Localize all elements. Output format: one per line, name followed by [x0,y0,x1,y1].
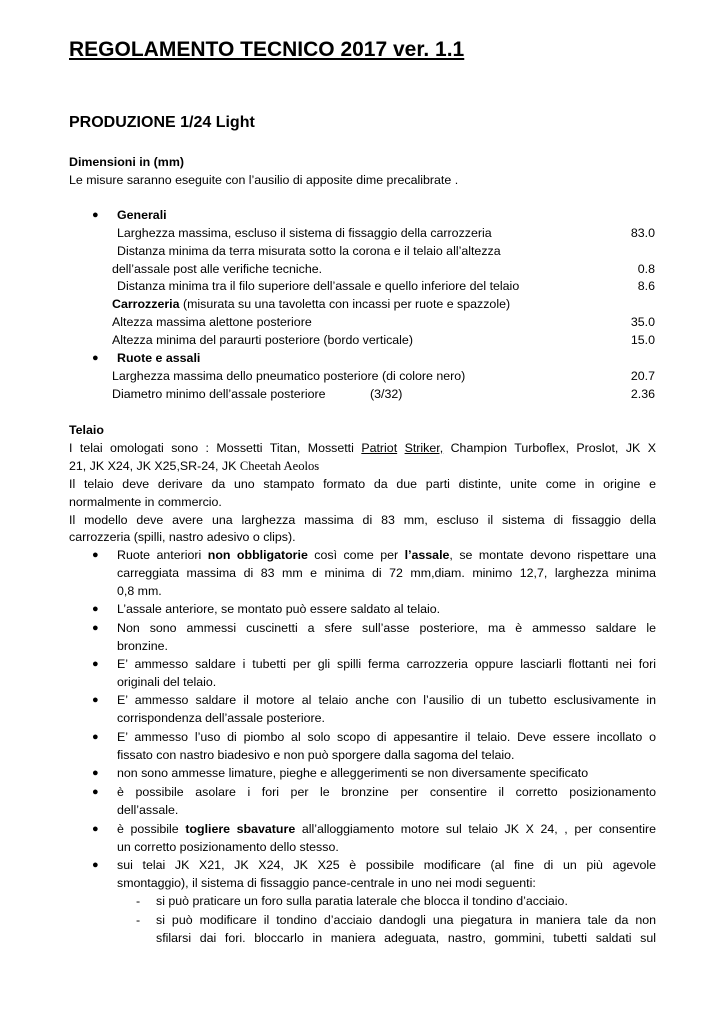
spec-label: Altezza minima del paraurti posteriore (bordo verticale) [112,333,413,347]
generali-heading: Generali [117,208,167,222]
sub-item-line: sfilarsi dai fori. bloccarlo in maniera adeguata, nastro, gommini, tubetti saldati sul [156,931,656,945]
spec-fraction: (3/32) [370,387,403,401]
list-item-line: è possibile asolare i fori per le bronzine per consentire il corretto posizionamento [117,785,656,799]
text-run: è possibile [117,822,186,836]
spec-label: Altezza massima alettone posteriore [112,315,312,329]
spec-label: Distanza minima da terra misurata sotto la corona e il telaio all’altezza [117,244,501,258]
list-item-line: E’ ammesso l’uso di piombo al solo scopo di appesantire il telaio. Deve essere incollato o [117,730,656,744]
list-item-line [117,546,656,564]
bullet-icon: ● [92,786,99,798]
list-item-line: carreggiata massima di 83 mm e minima di 72 mm,diam. minimo 12,7, larghezza minima [117,566,656,580]
telaio-heading: Telaio [69,423,104,437]
text-run: così come per [307,548,405,562]
document-title: REGOLAMENTO TECNICO 2017 ver. 1.1 [69,38,465,61]
spec-value: 15.0 [630,333,655,347]
paragraph-line: normalmente in commercio. [69,495,222,509]
list-item-line: smontaggio), il sistema di fissaggio pance-centrale in uno nei modi seguenti: [117,876,536,890]
list-item-line: corrispondenza dell’assale posteriore. [117,711,326,725]
list-item-line: bronzine. [117,639,168,653]
text-run: Patriot [361,441,398,455]
carrozzeria-label: Carrozzeria [112,297,180,311]
bullet-icon: ● [92,731,99,743]
text-run: Striker, [404,441,444,455]
bullet-icon: ● [92,352,99,364]
paragraph-line: carrozzeria (spilli, nastro adesivo o clips). [69,530,296,544]
dash-icon: - [136,894,141,908]
bullet-icon: ● [92,658,99,670]
list-item-line [117,820,656,838]
dimensions-heading: Dimensioni in (mm) [69,155,184,169]
spec-label: Larghezza massima dello pneumatico posteriore (di colore nero) [112,369,466,383]
carrozzeria-line [112,295,510,313]
spec-value: 8.6 [637,279,655,293]
sub-item-line: si può praticare un foro sulla paratia laterale che blocca il tondino d’acciaio. [156,894,568,908]
carrozzeria-note: (misurata su una tavoletta con incassi per ruote e spazzole) [179,297,511,311]
list-item-line: fissato con nastro biadesivo e non può sporgere dalla sagoma del telaio. [117,748,515,762]
text-run: 21, JK X24, JK X25,SR-24, JK [69,459,240,473]
list-item-line: L’assale anteriore, se montato può essere saldato al telaio. [117,602,441,616]
paragraph-line: Il modello deve avere una larghezza massima di 83 mm, escluso il sistema di fissaggio della [69,513,656,527]
list-item-line: un corretto posizionamento dello stesso. [117,840,339,854]
text-run: I telai omologati sono : Mossetti Titan, Mossetti [69,441,362,455]
text-run: togliere sbavature [185,822,296,836]
list-item-line: sui telai JK X21, JK X24, JK X25 è possibile modificare (al fine di un più agevole [117,858,656,872]
section-title: PRODUZIONE 1/24 Light [69,114,255,131]
spec-value: 20.7 [630,369,655,383]
bullet-icon: ● [92,823,99,835]
dimensions-intro: Le misure saranno eseguite con l’ausilio di apposite dime precalibrate . [69,173,459,187]
list-item-line: Non sono ammessi cuscinetti a sfere sull’asse posteriore, ma è ammesso saldare le [117,621,656,635]
list-item-line: dell’assale. [117,803,179,817]
bullet-icon: ● [92,603,99,615]
list-item-line: originali del telaio. [117,675,217,689]
list-item-line: E’ ammesso saldare il motore al telaio anche con l’ausilio di un tubetto esclusivamente in [117,693,656,707]
paragraph-line [69,457,656,475]
text-run: Cheetah Aeolos [239,459,320,473]
bullet-icon: ● [92,209,99,221]
text-run: non obbligatorie [207,548,308,562]
spec-value: 35.0 [630,315,655,329]
sub-item-line: si può modificare il tondino d’acciaio dandogli una piegatura in maniera tale da non [156,913,656,927]
spec-value: 83.0 [630,226,655,240]
spec-label-cont: dell’assale post alle verifiche tecniche. [112,262,323,276]
list-item-line: non sono ammesse limature, pieghe e alleggerimenti se non diversamente specificato [117,766,589,780]
text-run: Ruote anteriori [117,548,208,562]
bullet-icon: ● [92,767,99,779]
spec-label: Diametro minimo dell’assale posteriore [112,387,326,401]
text-run: all’alloggiamento motore sul telaio JK X 24, , per consentire [295,822,656,836]
spec-label: Larghezza massima, escluso il sistema di fissaggio della carrozzeria [117,226,492,240]
bullet-icon: ● [92,622,99,634]
spec-label: Distanza minima tra il filo superiore dell’assale e quello inferiore del telaio [117,279,520,293]
list-item-line: 0,8 mm. [117,584,162,598]
text-run: , se montate devono rispettare una [449,548,656,562]
paragraph-line: Il telaio deve derivare da uno stampato formato da due parti distinte, unite come in origine e [69,477,656,491]
list-item-line: E’ ammesso saldare i tubetti per gli spilli ferma carrozzeria oppure lasciarli flottanti nei fori [117,657,656,671]
ruote-heading: Ruote e assali [117,351,201,365]
bullet-icon: ● [92,694,99,706]
paragraph-line [69,439,656,457]
text-run: Champion Turboflex, Proslot, JK X [443,441,656,455]
bullet-icon: ● [92,549,99,561]
bullet-icon: ● [92,859,99,871]
text-run: l’assale [404,548,450,562]
spec-value: 2.36 [630,387,655,401]
spec-value: 0.8 [637,262,655,276]
dash-icon: - [136,913,141,927]
